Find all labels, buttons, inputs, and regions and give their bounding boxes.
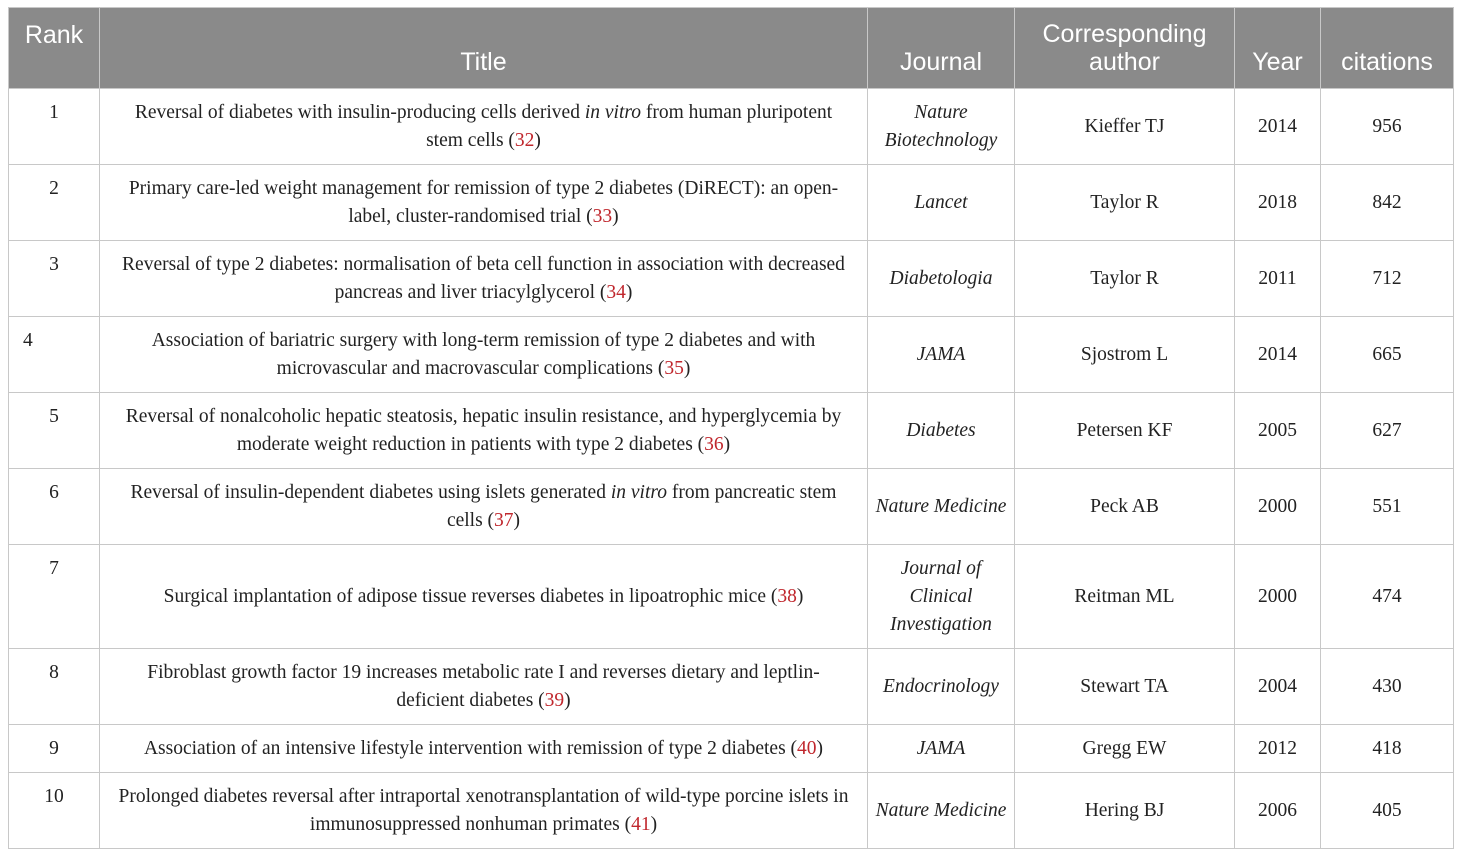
author-cell: Stewart TA: [1015, 649, 1235, 725]
title-italic: in vitro: [584, 101, 641, 123]
rank-cell: 10: [9, 773, 100, 849]
title-text: ): [723, 433, 731, 455]
title-text: Reversal of insulin-dependent diabetes using islets generated: [130, 481, 611, 503]
year-cell: 2011: [1235, 241, 1321, 317]
author-cell: Peck AB: [1015, 469, 1235, 545]
citations-cell: 712: [1321, 241, 1454, 317]
title-text: ): [816, 737, 824, 759]
year-cell: 2000: [1235, 469, 1321, 545]
citations-cell: 842: [1321, 165, 1454, 241]
title-cell: [100, 725, 868, 773]
rank-cell: 7: [9, 545, 100, 649]
title-text: from pancreatic stem cells (: [446, 481, 837, 531]
rank-cell: 1: [9, 89, 100, 165]
citations-cell: 418: [1321, 725, 1454, 773]
table-row: [9, 317, 1454, 393]
journal-cell: Nature Medicine: [868, 469, 1015, 545]
table-row: [9, 469, 1454, 545]
title-text: ): [534, 129, 541, 151]
title-text: Reversal of type 2 diabetes: normalisation of beta cell function in association with decreased pancreas and liver triacylglycerol (: [122, 253, 845, 303]
author-cell: Kieffer TJ: [1015, 89, 1235, 165]
rank-cell: 3: [9, 241, 100, 317]
title-text: ): [513, 509, 521, 531]
header-title: Title: [100, 8, 868, 89]
year-cell: 2004: [1235, 649, 1321, 725]
title-cell: [100, 773, 868, 849]
title-text: Reversal of nonalcoholic hepatic steatosis, hepatic insulin resistance, and hyperglycemia by moderate weight reduction in patients with type 2 diabetes (: [125, 405, 842, 455]
title-text: ): [612, 205, 619, 227]
title-cell: [100, 317, 868, 393]
rank-cell: 4: [9, 317, 100, 393]
title-text: Prolonged diabetes reversal after intraportal xenotransplantation of wild-type porcine islets in immunosuppressed nonhuman primates (: [118, 785, 849, 835]
title-italic: in vitro: [610, 481, 667, 503]
year-cell: 2005: [1235, 393, 1321, 469]
reference-link[interactable]: 37: [494, 509, 514, 531]
journal-cell: Endocrinology: [868, 649, 1015, 725]
citations-cell: 474: [1321, 545, 1454, 649]
title-cell: [100, 241, 868, 317]
citations-cell: 405: [1321, 773, 1454, 849]
rank-cell: 8: [9, 649, 100, 725]
header-citations: citations: [1321, 8, 1454, 89]
header-rank: Rank: [9, 8, 100, 89]
header-author: Corresponding author: [1015, 8, 1235, 89]
author-cell: Petersen KF: [1015, 393, 1235, 469]
table-row: [9, 545, 1454, 649]
author-cell: Taylor R: [1015, 241, 1235, 317]
reference-link[interactable]: 33: [592, 205, 613, 227]
journal-cell: Nature Medicine: [868, 773, 1015, 849]
citations-cell: 956: [1321, 89, 1454, 165]
year-cell: 2000: [1235, 545, 1321, 649]
author-cell: Sjostrom L: [1015, 317, 1235, 393]
header-row: [9, 8, 1454, 89]
table-row: [9, 165, 1454, 241]
reference-link[interactable]: 34: [606, 281, 626, 303]
journal-cell: JAMA: [868, 317, 1015, 393]
title-cell: [100, 393, 868, 469]
reference-link[interactable]: 41: [631, 813, 651, 835]
title-text: Association of bariatric surgery with long-term remission of type 2 diabetes and with microvascular and macrovascular complications (: [151, 329, 816, 379]
year-cell: 2014: [1235, 89, 1321, 165]
author-cell: Reitman ML: [1015, 545, 1235, 649]
title-cell: [100, 545, 868, 649]
journal-cell: Diabetes: [868, 393, 1015, 469]
year-cell: 2006: [1235, 773, 1321, 849]
title-text: Reversal of diabetes with insulin-producing cells derived: [134, 101, 585, 123]
title-text: ): [564, 689, 571, 711]
rank-cell: 9: [9, 725, 100, 773]
table-row: [9, 241, 1454, 317]
title-cell: [100, 649, 868, 725]
journal-cell: Lancet: [868, 165, 1015, 241]
rank-cell: 5: [9, 393, 100, 469]
rank-cell: 2: [9, 165, 100, 241]
year-cell: 2014: [1235, 317, 1321, 393]
title-cell: [100, 165, 868, 241]
journal-cell: Journal of Clinical Investigation: [868, 545, 1015, 649]
citations-table: [8, 7, 1454, 849]
table-row: [9, 725, 1454, 773]
title-text: Fibroblast growth factor 19 increases metabolic rate I and reverses dietary and leptlin-deficient diabetes (: [147, 661, 820, 711]
author-cell: Hering BJ: [1015, 773, 1235, 849]
citations-cell: 551: [1321, 469, 1454, 545]
title-text: ): [683, 357, 691, 379]
reference-link[interactable]: 32: [514, 129, 535, 151]
reference-link[interactable]: 38: [777, 585, 797, 607]
header-journal: Journal: [868, 8, 1015, 89]
title-text: Primary care-led weight management for remission of type 2 diabetes (DiRECT): an open-label, cluster-randomised trial (: [128, 177, 839, 227]
table-row: [9, 649, 1454, 725]
title-cell: [100, 89, 868, 165]
table-row: [9, 773, 1454, 849]
citations-cell: 665: [1321, 317, 1454, 393]
author-cell: Gregg EW: [1015, 725, 1235, 773]
title-text: ): [796, 585, 804, 607]
title-text: Surgical implantation of adipose tissue reverses diabetes in lipoatrophic mice (: [163, 585, 778, 607]
table-row: [9, 393, 1454, 469]
year-cell: 2018: [1235, 165, 1321, 241]
title-text: from human pluripotent stem cells (: [426, 101, 833, 151]
reference-link[interactable]: 36: [704, 433, 724, 455]
reference-link[interactable]: 39: [544, 689, 565, 711]
title-text: Association of an intensive lifestyle intervention with remission of type 2 diabetes (: [143, 737, 798, 759]
author-cell: Taylor R: [1015, 165, 1235, 241]
title-text: ): [625, 281, 633, 303]
title-cell: [100, 469, 868, 545]
journal-cell: Diabetologia: [868, 241, 1015, 317]
journal-cell: JAMA: [868, 725, 1015, 773]
reference-link[interactable]: 35: [664, 357, 684, 379]
rank-cell: 6: [9, 469, 100, 545]
title-text: ): [650, 813, 658, 835]
year-cell: 2012: [1235, 725, 1321, 773]
citations-cell: 430: [1321, 649, 1454, 725]
header-year: Year: [1235, 8, 1321, 89]
journal-cell: Nature Biotechnology: [868, 89, 1015, 165]
reference-link[interactable]: 40: [797, 737, 817, 759]
citations-cell: 627: [1321, 393, 1454, 469]
table-row: [9, 89, 1454, 165]
